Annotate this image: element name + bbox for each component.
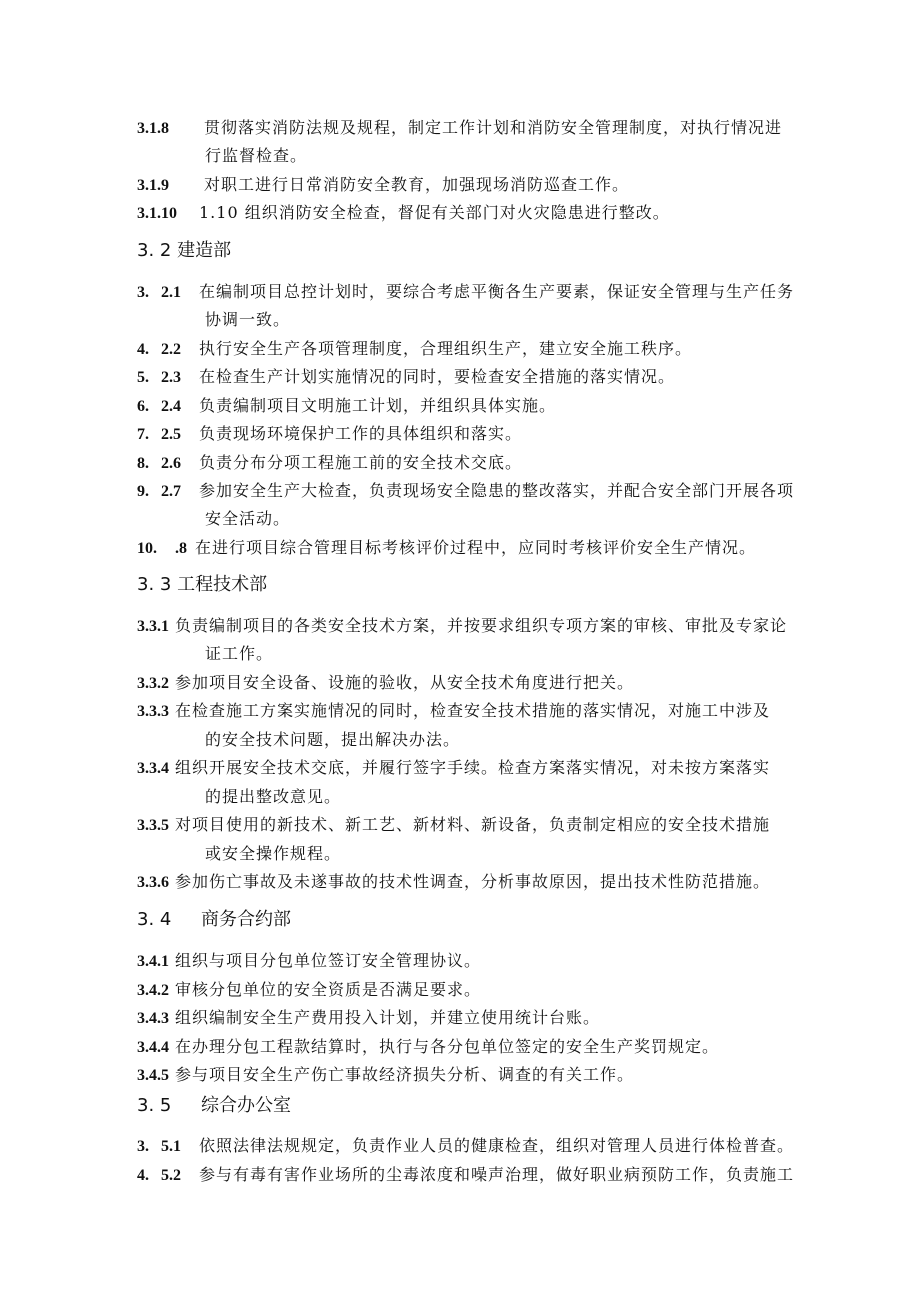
item-continuation: 的提出整改意见。 xyxy=(205,787,342,806)
item-number: 3.1.10 xyxy=(137,205,177,222)
item-number: 3.4.1 xyxy=(137,953,169,970)
item-number: 3.3.4 xyxy=(137,760,169,777)
item-3-4-2 xyxy=(137,980,481,1001)
item-continuation: 或安全操作规程。 xyxy=(205,844,342,863)
item-3-3-3 xyxy=(137,701,770,722)
item-3-2-1 xyxy=(137,282,794,303)
section-heading-3-5 xyxy=(137,1094,291,1118)
item-3-1-10 xyxy=(137,203,670,224)
item-text: 组织开展安全技术交底，并履行签字手续。检查方案落实情况，对未按方案落实 xyxy=(175,758,771,777)
item-number: 5.1 xyxy=(161,1138,181,1155)
item-prefix: 4. xyxy=(137,341,149,358)
item-continuation: 的安全技术问题，提出解决办法。 xyxy=(205,730,461,749)
item-prefix: 9. xyxy=(137,483,149,500)
item-3-5-1 xyxy=(137,1136,794,1157)
item-prefix: 3. xyxy=(137,284,149,301)
item-number: 3.3.6 xyxy=(137,874,169,891)
item-continuation: 安全活动。 xyxy=(205,509,291,528)
item-number: 3.3.3 xyxy=(137,703,169,720)
item-text: 组织编制安全生产费用投入计划，并建立使用统计台账。 xyxy=(175,1008,601,1027)
item-number: 5.2 xyxy=(161,1167,181,1184)
item-prefix: 3. xyxy=(137,1138,149,1155)
item-text: 负责分布分项工程施工前的安全技术交底。 xyxy=(199,453,523,472)
item-text: 审核分包单位的安全资质是否满足要求。 xyxy=(175,980,482,999)
item-3-4-4 xyxy=(137,1037,719,1058)
item-3-2-8 xyxy=(137,538,756,559)
item-text: 对职工进行日常消防安全教育，加强现场消防巡查工作。 xyxy=(204,175,630,194)
item-text: 参加项目安全设备、设施的验收，从安全技术角度进行把关。 xyxy=(175,673,635,692)
item-number: 3.3.5 xyxy=(137,817,169,834)
section-heading-3-2: 3. 2 建造部 xyxy=(137,240,232,261)
item-number: 3.4.2 xyxy=(137,982,169,999)
item-number: .8 xyxy=(175,540,187,557)
item-text: 在办理分包工程款结算时，执行与各分包单位签定的安全生产奖罚规定。 xyxy=(175,1037,720,1056)
item-prefix: 4. xyxy=(137,1167,149,1184)
item-number: 3.4.3 xyxy=(137,1010,169,1027)
item-3-3-4 xyxy=(137,758,770,779)
item-number: 3.1.9 xyxy=(137,177,169,194)
item-text: 在编制项目总控计划时，要综合考虑平衡各生产要素，保证安全管理与生产任务 xyxy=(199,282,795,301)
item-text: 参与有毒有害作业场所的尘毒浓度和噪声治理，做好职业病预防工作，负责施工 xyxy=(199,1165,795,1184)
item-number: 3.3.2 xyxy=(137,675,169,692)
item-prefix: 5. xyxy=(137,369,149,386)
section-title: 综合办公室 xyxy=(201,1095,291,1116)
item-text: 组织与项目分包单位签订安全管理协议。 xyxy=(175,951,482,970)
item-number: 3.3.1 xyxy=(137,618,169,635)
item-text: 贯彻落实消防法规及规程，制定工作计划和消防安全管理制度，对执行情况进 xyxy=(204,118,783,137)
item-number: 2.6 xyxy=(161,455,181,472)
item-text: 依照法律法规规定，负责作业人员的健康检查，组织对管理人员进行体检普查。 xyxy=(199,1136,795,1155)
item-3-5-2 xyxy=(137,1165,794,1186)
item-number: 2.2 xyxy=(161,341,181,358)
section-number: 3. 4 xyxy=(137,909,172,930)
item-3-2-4 xyxy=(137,396,556,417)
item-text: 负责编制项目文明施工计划，并组织具体实施。 xyxy=(199,396,557,415)
item-3-2-3 xyxy=(137,367,675,388)
item-3-1-9 xyxy=(137,175,629,196)
item-text: 在检查生产计划实施情况的同时，要检查安全措施的落实情况。 xyxy=(199,367,676,386)
item-text: 对项目使用的新技术、新工艺、新材料、新设备，负责制定相应的安全技术措施 xyxy=(175,815,771,834)
item-3-3-2 xyxy=(137,673,634,694)
item-number: 2.4 xyxy=(161,398,181,415)
item-3-2-2 xyxy=(137,339,692,360)
item-3-2-5 xyxy=(137,424,522,445)
section-heading-3-4 xyxy=(137,908,291,932)
item-3-4-1 xyxy=(137,951,481,972)
item-text: 在进行项目综合管理目标考核评价过程中，应同时考核评价安全生产情况。 xyxy=(195,538,757,557)
item-text: 参加伤亡事故及未遂事故的技术性调查，分析事故原因，提出技术性防范措施。 xyxy=(175,872,771,891)
item-prefix: 6. xyxy=(137,398,149,415)
item-text: 负责编制项目的各类安全技术方案，并按要求组织专项方案的审核、审批及专家论 xyxy=(175,616,788,635)
item-number: 3.4.5 xyxy=(137,1067,169,1084)
item-3-3-1 xyxy=(137,616,787,637)
item-text: 在检查施工方案实施情况的同时，检查安全技术措施的落实情况，对施工中涉及 xyxy=(175,701,771,720)
section-title: 商务合约部 xyxy=(201,909,291,930)
item-number: 2.3 xyxy=(161,369,181,386)
item-3-2-6 xyxy=(137,453,522,474)
item-3-1-8 xyxy=(137,118,782,139)
item-text: 参加安全生产大检查，负责现场安全隐患的整改落实，并配合安全部门开展各项 xyxy=(199,481,795,500)
item-number: 2.5 xyxy=(161,426,181,443)
item-continuation: 行监督检查。 xyxy=(205,146,308,165)
section-heading-3-3: 3. 3 工程技术部 xyxy=(137,574,268,595)
item-3-4-5 xyxy=(137,1065,634,1086)
item-number: 2.1 xyxy=(161,284,181,301)
section-number: 3. 5 xyxy=(137,1095,172,1116)
item-text: 负责现场环境保护工作的具体组织和落实。 xyxy=(199,424,523,443)
item-prefix: 10. xyxy=(137,540,157,557)
item-text: 执行安全生产各项管理制度，合理组织生产，建立安全施工秩序。 xyxy=(199,339,693,358)
item-prefix: 7. xyxy=(137,426,149,443)
item-3-3-5 xyxy=(137,815,770,836)
item-3-2-7 xyxy=(137,481,794,502)
item-3-4-3 xyxy=(137,1008,600,1029)
item-text: 参与项目安全生产伤亡事故经济损失分析、调查的有关工作。 xyxy=(175,1065,635,1084)
item-number: 3.1.8 xyxy=(137,120,169,137)
item-continuation: 协调一致。 xyxy=(205,310,291,329)
item-prefix: 8. xyxy=(137,455,149,472)
item-number: 3.4.4 xyxy=(137,1039,169,1056)
item-text: 1.10 组织消防安全检查，督促有关部门对火灾隐患进行整改。 xyxy=(199,203,670,222)
item-number: 2.7 xyxy=(161,483,181,500)
item-continuation: 证工作。 xyxy=(205,644,274,663)
item-3-3-6 xyxy=(137,872,770,893)
